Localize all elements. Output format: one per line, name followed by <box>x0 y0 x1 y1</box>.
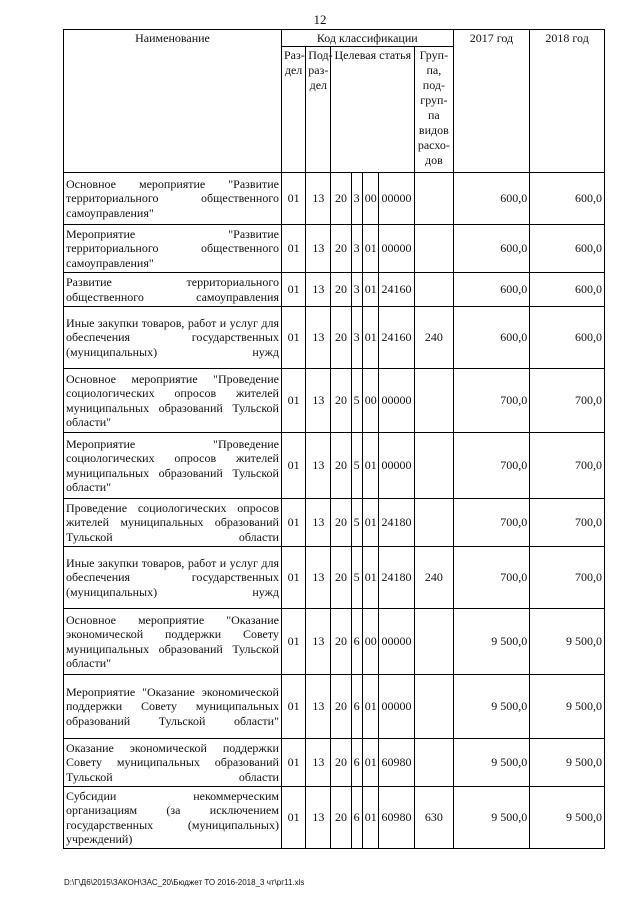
row-target-part-4: 00000 <box>378 225 414 273</box>
header-name: Наименование <box>64 30 282 173</box>
row-name: Проведение социологических опросов жителей муниципальных образований Тульской области <box>64 499 282 547</box>
table-row <box>64 369 605 433</box>
row-section: 01 <box>281 307 305 369</box>
row-target-part-4: 00000 <box>378 609 414 675</box>
row-target-part-2: 5 <box>351 499 362 547</box>
row-target-part-4: 60980 <box>378 739 414 787</box>
row-section: 01 <box>281 499 305 547</box>
row-amount-2017: 600,0 <box>453 307 530 369</box>
row-amount-2017: 600,0 <box>453 225 530 273</box>
row-target-part-4: 00000 <box>378 173 414 225</box>
table-row <box>64 609 605 675</box>
row-name: Мероприятие "Проведение социологических опросов жителей муниципальных образований Тульской области" <box>64 433 282 499</box>
row-amount-2018: 600,0 <box>530 225 605 273</box>
row-amount-2017: 9 500,0 <box>453 739 530 787</box>
row-amount-2018: 700,0 <box>530 547 605 609</box>
header-target-article: Целевая статья <box>331 47 415 173</box>
row-subsection: 13 <box>306 273 331 307</box>
row-amount-2018: 600,0 <box>530 173 605 225</box>
row-target-part-1: 20 <box>331 739 351 787</box>
row-subsection: 13 <box>306 787 331 849</box>
row-expense-group <box>415 739 453 787</box>
row-amount-2017: 700,0 <box>453 369 530 433</box>
row-subsection: 13 <box>306 307 331 369</box>
row-amount-2017: 9 500,0 <box>453 675 530 739</box>
row-target-part-1: 20 <box>331 499 351 547</box>
row-amount-2018: 600,0 <box>530 307 605 369</box>
row-target-part-1: 20 <box>331 433 351 499</box>
table-row <box>64 547 605 609</box>
row-target-part-3: 01 <box>362 273 378 307</box>
row-amount-2017: 600,0 <box>453 173 530 225</box>
row-amount-2018: 700,0 <box>530 499 605 547</box>
row-name: Иные закупки товаров, работ и услуг для обеспечения государственных (муниципальных) нужд <box>64 547 282 609</box>
footer-file-path: D:\Г\Д6\2015\ЗАКОН\ЗАС_20\Бюджет ТО 2016-2018_3 чт\рг11.xls <box>64 878 305 887</box>
table-row <box>64 675 605 739</box>
row-target-part-3: 01 <box>362 675 378 739</box>
row-target-part-2: 3 <box>351 273 362 307</box>
row-subsection: 13 <box>306 173 331 225</box>
row-amount-2017: 700,0 <box>453 499 530 547</box>
row-target-part-1: 20 <box>331 173 351 225</box>
table-row <box>64 307 605 369</box>
row-amount-2018: 700,0 <box>530 369 605 433</box>
row-name: Оказание экономической поддержки Совету муниципальных образований Тульской области <box>64 739 282 787</box>
row-name: Основное мероприятие "Проведение социологических опросов жителей муниципальных образований Тульской области" <box>64 369 282 433</box>
row-subsection: 13 <box>306 675 331 739</box>
row-amount-2018: 9 500,0 <box>530 787 605 849</box>
row-subsection: 13 <box>306 225 331 273</box>
row-target-part-1: 20 <box>331 369 351 433</box>
row-target-part-1: 20 <box>331 787 351 849</box>
row-name: Субсидии некоммерческим организациям (за исключением государственных (муниципальных) учреждений) <box>64 787 282 849</box>
row-name: Иные закупки товаров, работ и услуг для обеспечения государственных (муниципальных) нужд <box>64 307 282 369</box>
row-subsection: 13 <box>306 433 331 499</box>
table-body <box>64 173 605 849</box>
row-section: 01 <box>281 547 305 609</box>
row-target-part-4: 24160 <box>378 273 414 307</box>
row-target-part-3: 00 <box>362 369 378 433</box>
row-section: 01 <box>281 433 305 499</box>
row-target-part-4: 24160 <box>378 307 414 369</box>
row-expense-group <box>415 433 453 499</box>
row-subsection: 13 <box>306 609 331 675</box>
header-year-2017: 2017 год <box>453 30 530 173</box>
row-expense-group <box>415 675 453 739</box>
row-amount-2017: 9 500,0 <box>453 609 530 675</box>
row-name: Мероприятие "Развитие территориального общественного самоуправления" <box>64 225 282 273</box>
header-section: Раз- дел <box>281 47 305 173</box>
row-target-part-3: 01 <box>362 307 378 369</box>
row-expense-group: 240 <box>415 307 453 369</box>
row-target-part-3: 00 <box>362 609 378 675</box>
row-target-part-4: 60980 <box>378 787 414 849</box>
row-name: Развитие территориального общественного самоуправления <box>64 273 282 307</box>
row-target-part-2: 5 <box>351 433 362 499</box>
row-target-part-4: 24180 <box>378 547 414 609</box>
row-expense-group <box>415 273 453 307</box>
row-section: 01 <box>281 225 305 273</box>
row-amount-2017: 9 500,0 <box>453 787 530 849</box>
row-amount-2018: 9 500,0 <box>530 675 605 739</box>
row-target-part-3: 01 <box>362 225 378 273</box>
row-section: 01 <box>281 675 305 739</box>
table-row <box>64 433 605 499</box>
row-section: 01 <box>281 369 305 433</box>
row-expense-group: 630 <box>415 787 453 849</box>
row-section: 01 <box>281 609 305 675</box>
table-row <box>64 739 605 787</box>
row-target-part-3: 00 <box>362 173 378 225</box>
page-number: 12 <box>313 12 327 27</box>
row-expense-group <box>415 499 453 547</box>
row-target-part-2: 3 <box>351 307 362 369</box>
row-target-part-2: 5 <box>351 547 362 609</box>
row-target-part-4: 00000 <box>378 433 414 499</box>
row-target-part-3: 01 <box>362 739 378 787</box>
row-expense-group <box>415 369 453 433</box>
row-target-part-4: 24180 <box>378 499 414 547</box>
row-section: 01 <box>281 273 305 307</box>
row-section: 01 <box>281 739 305 787</box>
row-expense-group <box>415 609 453 675</box>
row-target-part-2: 6 <box>351 787 362 849</box>
row-target-part-3: 01 <box>362 787 378 849</box>
row-section: 01 <box>281 787 305 849</box>
table-row <box>64 499 605 547</box>
row-expense-group <box>415 225 453 273</box>
row-name: Мероприятие "Оказание экономической поддержки Совету муниципальных образований Тульской области" <box>64 675 282 739</box>
table-row <box>64 787 605 849</box>
header-subsection: Под- раз- дел <box>306 47 331 173</box>
row-target-part-3: 01 <box>362 433 378 499</box>
row-amount-2017: 700,0 <box>453 547 530 609</box>
row-target-part-2: 3 <box>351 173 362 225</box>
table-row <box>64 225 605 273</box>
row-target-part-2: 6 <box>351 609 362 675</box>
row-target-part-2: 5 <box>351 369 362 433</box>
row-subsection: 13 <box>306 499 331 547</box>
row-target-part-4: 00000 <box>378 675 414 739</box>
row-target-part-4: 00000 <box>378 369 414 433</box>
row-subsection: 13 <box>306 547 331 609</box>
header-expense-group: Груп- па, под- груп- па видов расхо- дов <box>415 47 453 173</box>
row-target-part-3: 01 <box>362 499 378 547</box>
row-expense-group <box>415 173 453 225</box>
row-name: Основное мероприятие "Оказание экономической поддержки Совету муниципальных образований Тульской области" <box>64 609 282 675</box>
row-amount-2018: 700,0 <box>530 433 605 499</box>
row-target-part-1: 20 <box>331 547 351 609</box>
row-name: Основное мероприятие "Развитие территориального общественного самоуправления" <box>64 173 282 225</box>
row-target-part-2: 3 <box>351 225 362 273</box>
row-section: 01 <box>281 173 305 225</box>
header-code-classification: Код классификации <box>281 30 453 47</box>
row-target-part-1: 20 <box>331 675 351 739</box>
row-amount-2018: 9 500,0 <box>530 739 605 787</box>
row-amount-2018: 9 500,0 <box>530 609 605 675</box>
budget-table <box>63 29 605 849</box>
row-target-part-2: 6 <box>351 739 362 787</box>
header-year-2018: 2018 год <box>530 30 605 173</box>
table-row <box>64 173 605 225</box>
row-subsection: 13 <box>306 369 331 433</box>
row-expense-group: 240 <box>415 547 453 609</box>
row-amount-2017: 700,0 <box>453 433 530 499</box>
row-target-part-1: 20 <box>331 609 351 675</box>
row-subsection: 13 <box>306 739 331 787</box>
row-amount-2017: 600,0 <box>453 273 530 307</box>
row-target-part-3: 01 <box>362 547 378 609</box>
row-target-part-1: 20 <box>331 273 351 307</box>
row-amount-2018: 600,0 <box>530 273 605 307</box>
table-row <box>64 273 605 307</box>
row-target-part-2: 6 <box>351 675 362 739</box>
row-target-part-1: 20 <box>331 307 351 369</box>
row-target-part-1: 20 <box>331 225 351 273</box>
